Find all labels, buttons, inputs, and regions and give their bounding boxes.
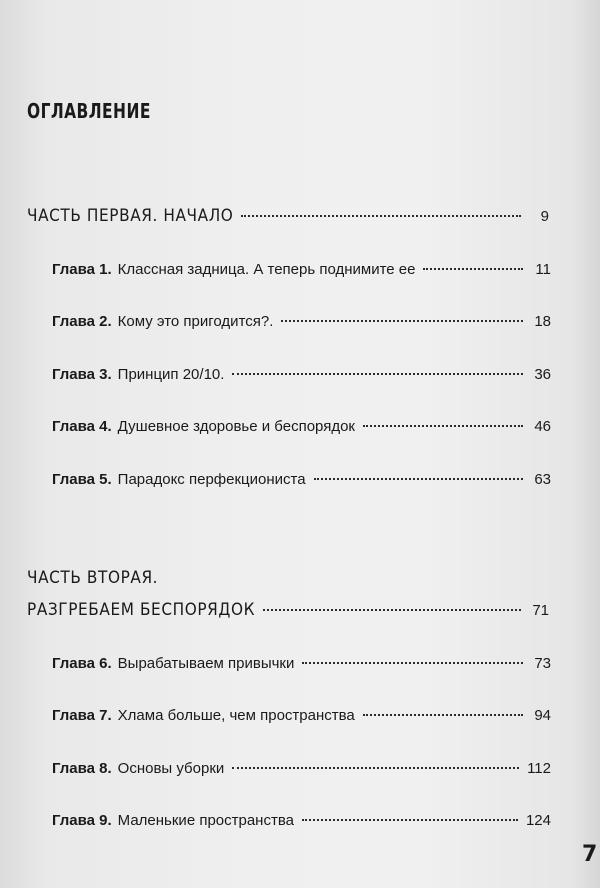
page-ref: 63 — [534, 471, 551, 488]
page-ref: 9 — [540, 208, 549, 225]
chapter-title: Маленькие пространства — [117, 812, 294, 829]
leader-dots — [232, 373, 523, 375]
toc-chapter-7 — [52, 707, 551, 724]
page-number: 7 — [582, 842, 598, 867]
chapter-number: Глава 2. — [52, 313, 112, 330]
page-ref: 73 — [534, 655, 551, 672]
leader-dots — [423, 268, 523, 270]
chapter-title: Кому это пригодится?. — [117, 313, 274, 330]
leader-dots — [263, 609, 521, 611]
chapter-number: Глава 1. — [52, 261, 112, 278]
chapter-title: Хлама больше, чем пространства — [117, 707, 355, 724]
leader-dots — [302, 819, 518, 821]
toc-part-1 — [27, 206, 549, 226]
part-label: РАЗГРЕБАЕМ БЕСПОРЯДОК — [27, 600, 256, 620]
toc-chapter-5 — [52, 471, 551, 488]
chapter-title: Классная задница. А теперь поднимите ее — [117, 261, 416, 278]
page-ref: 71 — [532, 602, 549, 619]
chapter-title: Душевное здоровье и беспорядок — [117, 418, 355, 435]
page-ref: 46 — [534, 418, 551, 435]
chapter-number: Глава 6. — [52, 655, 112, 672]
chapter-number: Глава 9. — [52, 812, 112, 829]
page-ref: 11 — [535, 261, 551, 278]
chapter-title: Принцип 20/10. — [117, 366, 225, 383]
leader-dots — [281, 320, 523, 322]
toc-heading: ОГЛАВЛЕНИЕ — [27, 99, 151, 123]
chapter-title: Основы уборки — [117, 760, 225, 777]
part-2-label-line-1: ЧАСТЬ ВТОРАЯ. — [27, 568, 159, 588]
toc-chapter-6 — [52, 655, 551, 672]
page-ref: 124 — [525, 812, 551, 829]
toc-chapter-3 — [52, 366, 551, 383]
toc-part-2 — [27, 600, 549, 620]
chapter-title: Парадокс перфекциониста — [117, 471, 306, 488]
page-ref: 94 — [534, 707, 551, 724]
chapter-number: Глава 7. — [52, 707, 112, 724]
toc-chapter-1 — [52, 261, 551, 278]
toc-chapter-9 — [52, 812, 551, 829]
part-label: ЧАСТЬ ПЕРВАЯ. НАЧАЛО — [27, 206, 234, 226]
chapter-number: Глава 4. — [52, 418, 112, 435]
toc-chapter-8 — [52, 760, 551, 777]
chapter-title: Вырабатываем привычки — [117, 655, 295, 672]
leader-dots — [363, 714, 523, 716]
toc-chapter-2 — [52, 313, 551, 330]
leader-dots — [363, 425, 523, 427]
leader-dots — [232, 767, 519, 769]
chapter-number: Глава 3. — [52, 366, 112, 383]
leader-dots — [302, 662, 523, 664]
chapter-number: Глава 5. — [52, 471, 112, 488]
toc-chapter-4 — [52, 418, 551, 435]
leader-dots — [314, 478, 523, 480]
page-ref: 112 — [527, 760, 551, 777]
leader-dots — [241, 215, 521, 217]
page-ref: 36 — [534, 366, 551, 383]
chapter-number: Глава 8. — [52, 760, 112, 777]
page-ref: 18 — [534, 313, 551, 330]
